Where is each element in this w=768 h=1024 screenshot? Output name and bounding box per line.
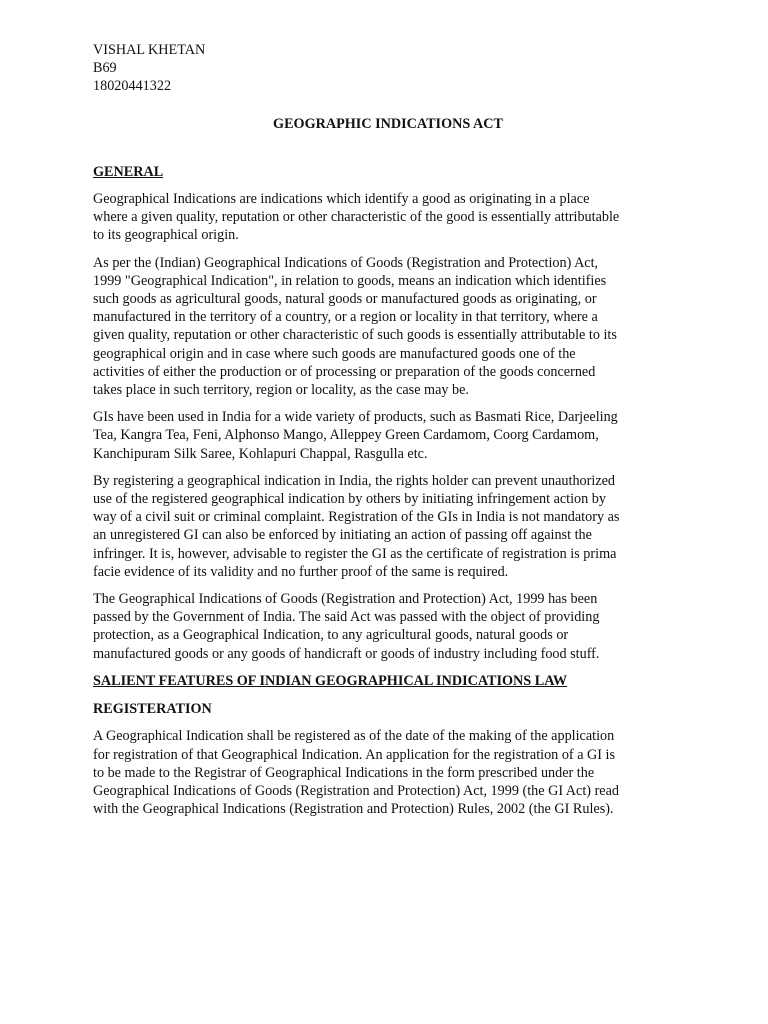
text-line: manufactured in the territory of a country, or a region or locality in that territory, where a [93,309,598,326]
text-line: an unregistered GI can also be enforced by initiating an action of passing off against the [93,527,592,544]
paragraph-registration-1 [93,727,683,818]
paragraph-general-5 [93,590,683,663]
text-line: way of a civil suit or criminal complaint. Registration of the GIs in India is not mandatory as [93,509,620,526]
author-name: VISHAL KHETAN [93,42,206,58]
text-line: to be made to the Registrar of Geographical Indications in the form prescribed under the [93,764,595,781]
paragraph-general-1 [93,190,683,245]
text-line: infringer. It is, however, advisable to register the GI as the certificate of registration is prima [93,545,617,562]
paragraph-general-3 [93,408,683,463]
text-line: A Geographical Indication shall be registered as of the date of the making of the application [93,728,615,745]
text-line: use of the registered geographical indication by others by initiating infringement action by [93,491,606,508]
text-line: geographical origin and in case where such goods are manufactured goods one of the [93,345,576,362]
text-line: protection, as a Geographical Indication, to any agricultural goods, natural goods or [93,627,569,644]
section-heading-general: GENERAL [93,163,164,180]
author-block [93,41,683,96]
text-line: where a given quality, reputation or other characteristic of the good is essentially attributable [93,209,620,226]
text-line: Geographical Indications are indications which identify a good as originating in a place [93,191,590,208]
text-line: passed by the Government of India. The said Act was passed with the object of providing [93,609,600,626]
text-line: activities of either the production or of processing or preparation of the goods concerned [93,363,596,380]
paragraph-general-4 [93,472,683,581]
document-title: GEOGRAPHIC INDICATIONS ACT [273,115,503,132]
text-line: By registering a geographical indication in India, the rights holder can prevent unauthorized [93,472,616,489]
text-line: for registration of that Geographical Indication. An application for the registration of a GI is [93,746,616,763]
text-line: Kanchipuram Silk Saree, Kohlapuri Chappal, Rasgulla etc. [93,445,428,462]
text-line: given quality, reputation or other characteristic of such goods is essentially attributable to its [93,327,617,344]
text-line: As per the (Indian) Geographical Indications of Goods (Registration and Protection) Act, [93,254,599,271]
section-heading-salient-features: SALIENT FEATURES OF INDIAN GEOGRAPHICAL INDICATIONS LAW [93,672,568,689]
text-line: GIs have been used in India for a wide variety of products, such as Basmati Rice, Darjeeling [93,409,618,426]
text-line: facie evidence of its validity and no further proof of the same is required. [93,563,509,580]
text-line: 1999 "Geographical Indication", in relation to goods, means an indication which identifies [93,272,607,289]
section-heading-registration: REGISTERATION [93,701,212,718]
text-line: Tea, Kangra Tea, Feni, Alphonso Mango, Alleppey Green Cardamom, Coorg Cardamom, [93,427,599,444]
id-number: 18020441322 [93,78,172,95]
paragraph-general-2 [93,254,683,400]
document-page [93,41,683,827]
text-line: Geographical Indications of Goods (Registration and Protection) Act, 1999 (the GI Act) read [93,782,619,799]
text-line: The Geographical Indications of Goods (Registration and Protection) Act, 1999 has been [93,591,598,608]
text-line: takes place in such territory, region or locality, as the case may be. [93,382,469,399]
text-line: to its geographical origin. [93,227,239,244]
text-line: manufactured goods or any goods of handicraft or goods of industry including food stuff. [93,645,600,662]
text-line: with the Geographical Indications (Registration and Protection) Rules, 2002 (the GI Rules). [93,801,614,818]
roll-number: B69 [93,60,117,77]
text-line: such goods as agricultural goods, natural goods or manufactured goods as originating, or [93,291,597,308]
